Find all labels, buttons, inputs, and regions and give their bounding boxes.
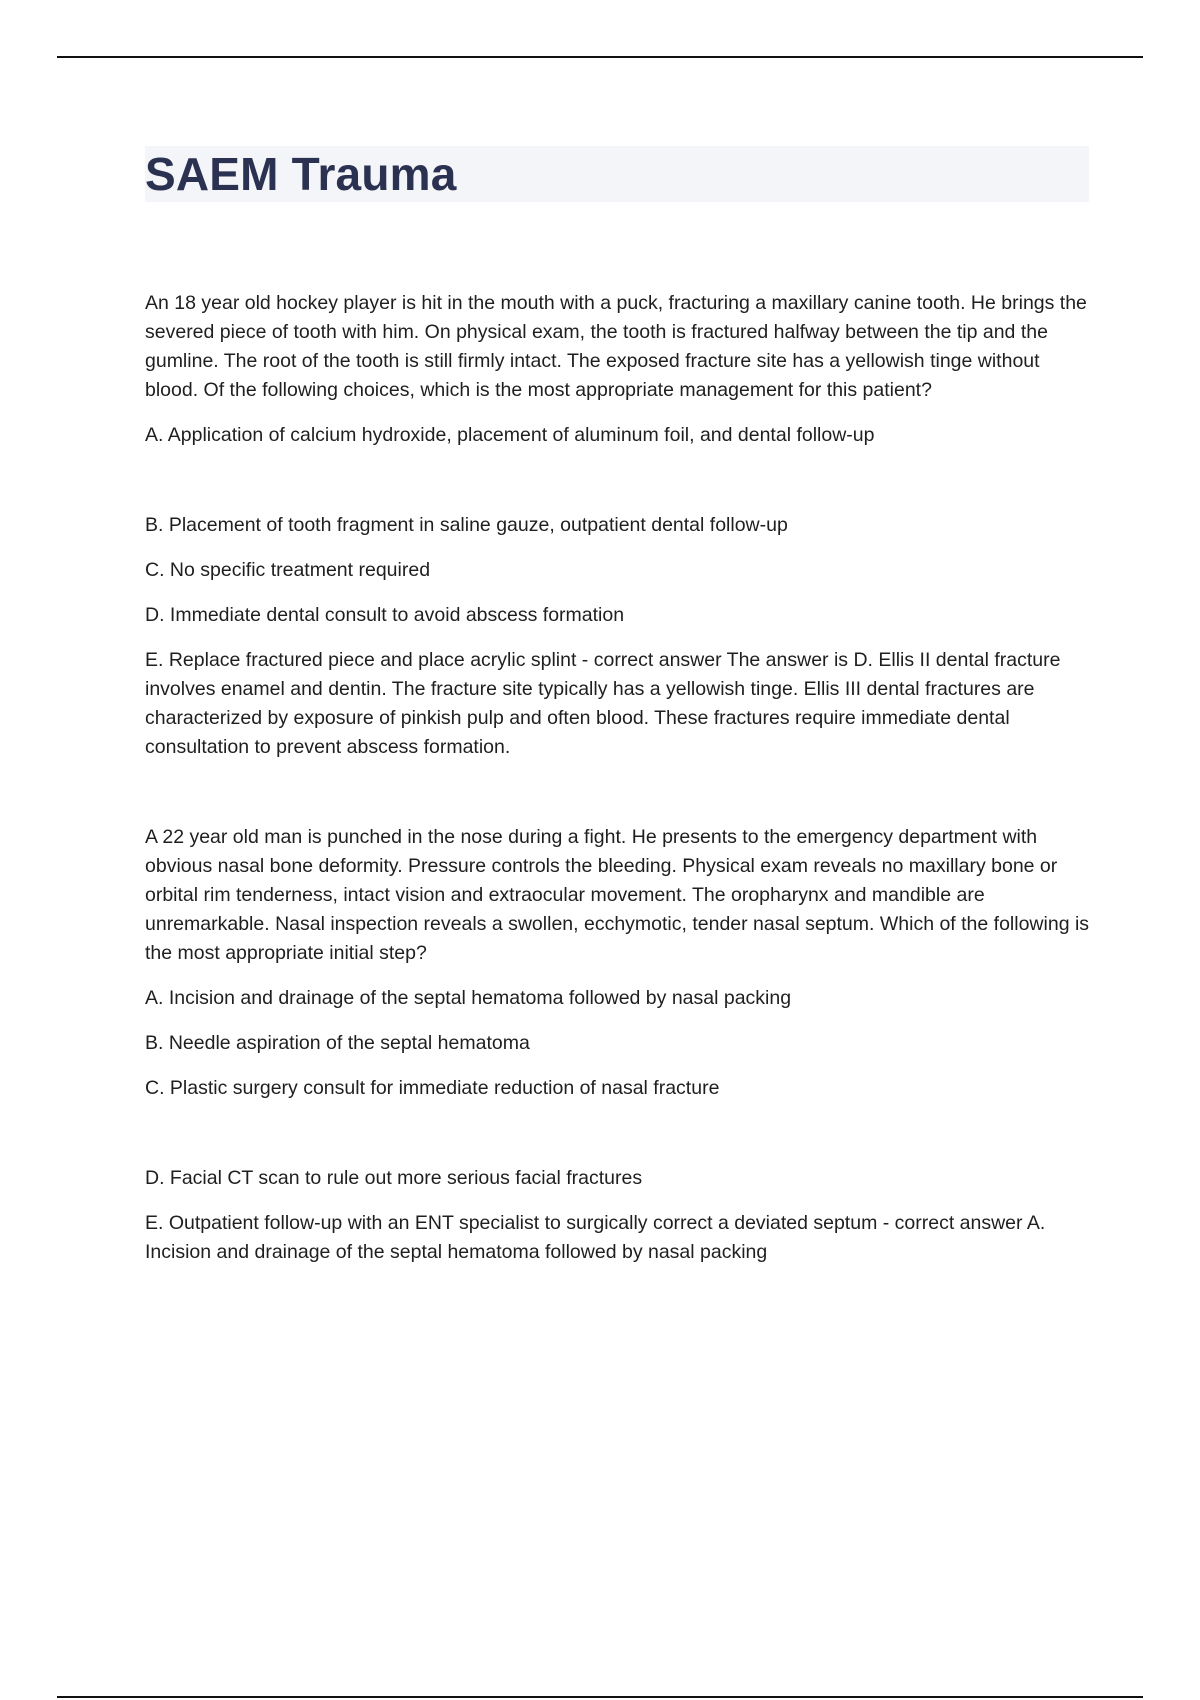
question-2-option-c: C. Plastic surgery consult for immediate reduction of nasal fracture	[145, 1077, 720, 1099]
top-rule	[57, 56, 1143, 58]
question-2-option-e-answer: E. Outpatient follow-up with an ENT specialist to surgically correct a deviated septum - correct answer A. Incision and drainage of the septal hematoma followed by nasal packing	[145, 1212, 1046, 1263]
document-body	[145, 289, 1090, 1283]
question-2-option-a: A. Incision and drainage of the septal hematoma followed by nasal packing	[145, 987, 792, 1009]
question-1-stem: An 18 year old hockey player is hit in the mouth with a puck, fracturing a maxillary canine tooth. He brings the severed piece of tooth with him. On physical exam, the tooth is fractured halfway between the tip and the gumline. The root of the tooth is still firmly intact. The exposed fracture site has a yellowish tinge without blood. Of the following choices, which is the most appropriate management for this patient?	[145, 292, 1087, 401]
document-title: SAEM Trauma	[145, 148, 457, 200]
question-2-option-d: D. Facial CT scan to rule out more serious facial fractures	[145, 1167, 643, 1189]
question-1-option-c: C. No specific treatment required	[145, 559, 431, 581]
question-1-option-d: D. Immediate dental consult to avoid abscess formation	[145, 604, 625, 626]
bottom-rule	[57, 1696, 1143, 1698]
question-1-option-b: B. Placement of tooth fragment in saline gauze, outpatient dental follow-up	[145, 514, 788, 536]
question-2-option-b: B. Needle aspiration of the septal hematoma	[145, 1032, 530, 1054]
question-1-option-a: A. Application of calcium hydroxide, placement of aluminum foil, and dental follow-up	[145, 424, 875, 446]
question-2-stem: A 22 year old man is punched in the nose during a fight. He presents to the emergency department with obvious nasal bone deformity. Pressure controls the bleeding. Physical exam reveals no maxillary bone or orbital rim tenderness, intact vision and extraocular movement. The oropharynx and mandible are unremarkable. Nasal inspection reveals a swollen, ecchymotic, tender nasal septum. Which of the following is the most appropriate initial step?	[145, 826, 1090, 964]
question-1-option-e-answer: E. Replace fractured piece and place acrylic splint - correct answer The answer is D. Ellis II dental fracture involves enamel and dentin. The fracture site typically has a yellowish tinge. Ellis III dental fractures are characterized by exposure of pinkish pulp and often blood. These fractures require immediate dental consultation to prevent abscess formation.	[145, 649, 1061, 758]
